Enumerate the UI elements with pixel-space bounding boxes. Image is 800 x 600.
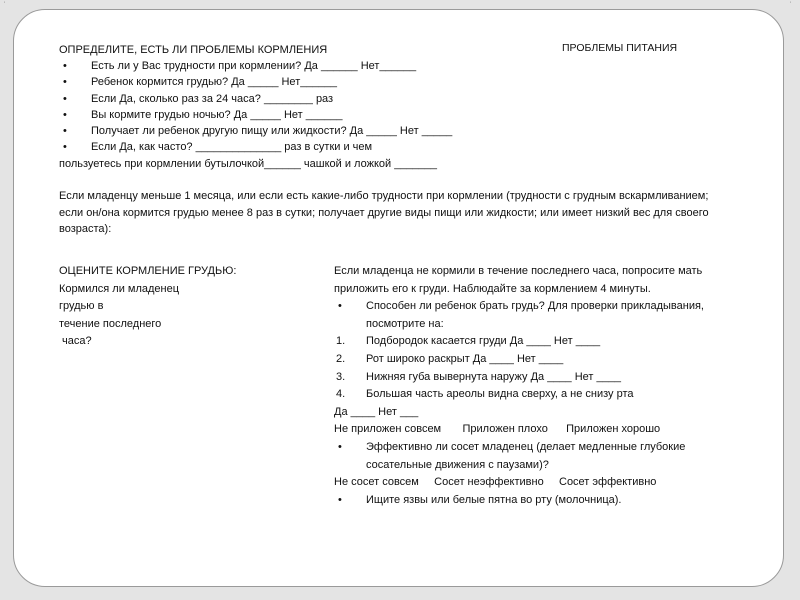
question-item — [59, 139, 619, 155]
numbered-item — [334, 369, 726, 387]
bullet-icon: • — [63, 108, 67, 121]
attach-options: Не приложен совсем Приложен плохо Приложен хорошо — [334, 423, 661, 436]
page-title: ОПРЕДЕЛИТЕ, ЕСТЬ ЛИ ПРОБЛЕМЫ КОРМЛЕНИЯ — [59, 44, 328, 56]
corner-mark-left: ' — [4, 2, 6, 8]
mouth-check-text: Ищите язвы или белые пятна во рту (молочница). — [366, 493, 622, 506]
left-column — [59, 263, 299, 351]
question-text: Ребенок кормится грудью? Да _____ Нет______ — [91, 76, 337, 89]
suck-check-item — [334, 439, 726, 474]
section-title: ПРОБЛЕМЫ ПИТАНИЯ — [562, 42, 678, 54]
item-text: Подбородок касается груди Да ____ Нет ____ — [366, 335, 601, 348]
slide-card — [13, 9, 784, 587]
left-line: грудью в — [59, 300, 104, 312]
bullet-icon: • — [63, 92, 67, 105]
left-line: часа? — [59, 335, 92, 347]
question-item — [59, 74, 619, 90]
item-text: Большая часть ареолы видна сверху, а не снизу рта — [366, 388, 634, 401]
item-number: 4. — [336, 388, 346, 401]
attach-check-text: Способен ли ребенок брать грудь? Для проверки прикладывания, посмотрите на: — [366, 300, 704, 330]
question-item — [59, 91, 619, 107]
bullet-icon: • — [63, 76, 67, 89]
mouth-check-item — [334, 492, 726, 510]
bullet-icon: • — [338, 493, 342, 506]
question-item — [59, 58, 619, 74]
bullet-icon: • — [63, 141, 67, 154]
question-item — [59, 123, 619, 139]
bullet-icon: • — [63, 60, 67, 72]
yes-no-line: Да ____ Нет ___ — [334, 405, 419, 418]
left-line: Кормился ли младенец — [59, 282, 180, 295]
question-text: Если Да, как часто? ______________ раз в сутки и чем — [91, 141, 373, 154]
item-number: 3. — [336, 370, 346, 383]
question-item — [59, 107, 619, 123]
questions-list — [59, 58, 619, 172]
suck-check-text: Эффективно ли сосет младенец (делает медленные глубокие сосательные движения с паузами)? — [366, 440, 686, 471]
item-text: Рот широко раскрыт Да ____ Нет ____ — [366, 352, 564, 365]
left-line: течение последнего — [59, 317, 162, 330]
bullet-icon: • — [63, 125, 67, 138]
question-text: Есть ли у Вас трудности при кормлении? Да ______ Нет______ — [91, 60, 417, 72]
right-column — [334, 263, 726, 509]
numbered-item — [334, 386, 726, 404]
attach-check-item — [334, 298, 726, 333]
corner-mark-right: ' — [790, 2, 792, 8]
item-text: Нижняя губа вывернута наружу Да ____ Нет ____ — [366, 370, 621, 383]
question-text: Вы кормите грудью ночью? Да _____ Нет ______ — [91, 108, 343, 121]
suck-options: Не сосет совсем Сосет неэффективно Сосет эффективно — [334, 476, 657, 489]
criteria-paragraph: Если младенцу меньше 1 месяца, или если есть какие-либо трудности при кормлении (трудности с грудным вскармливанием; если он/она кормится грудью менее 8 раз в сутки; получает другие виды пищи или жидкости; или имеет низкий вес для своего возраста): — [59, 190, 709, 235]
numbered-item — [334, 351, 726, 369]
question-text: Если Да, сколько раз за 24 часа? ________ раз — [91, 92, 334, 105]
bullet-icon: • — [338, 300, 342, 313]
observe-intro: Если младенца не кормили в течение последнего часа, попросите мать приложить его к груди. Наблюдайте за кормлением 4 минуты. — [334, 265, 703, 295]
question-continuation: пользуетесь при кормлении бутылочкой______ чашкой и ложкой _______ — [59, 157, 438, 170]
assess-heading: ОЦЕНИТЕ КОРМЛЕНИЕ ГРУДЬЮ: — [59, 265, 237, 277]
question-text: Получает ли ребенок другую пищу или жидкости? Да _____ Нет _____ — [91, 125, 453, 138]
numbered-item — [334, 333, 726, 351]
item-number: 2. — [336, 352, 346, 365]
bullet-icon: • — [338, 440, 342, 453]
item-number: 1. — [336, 335, 346, 348]
